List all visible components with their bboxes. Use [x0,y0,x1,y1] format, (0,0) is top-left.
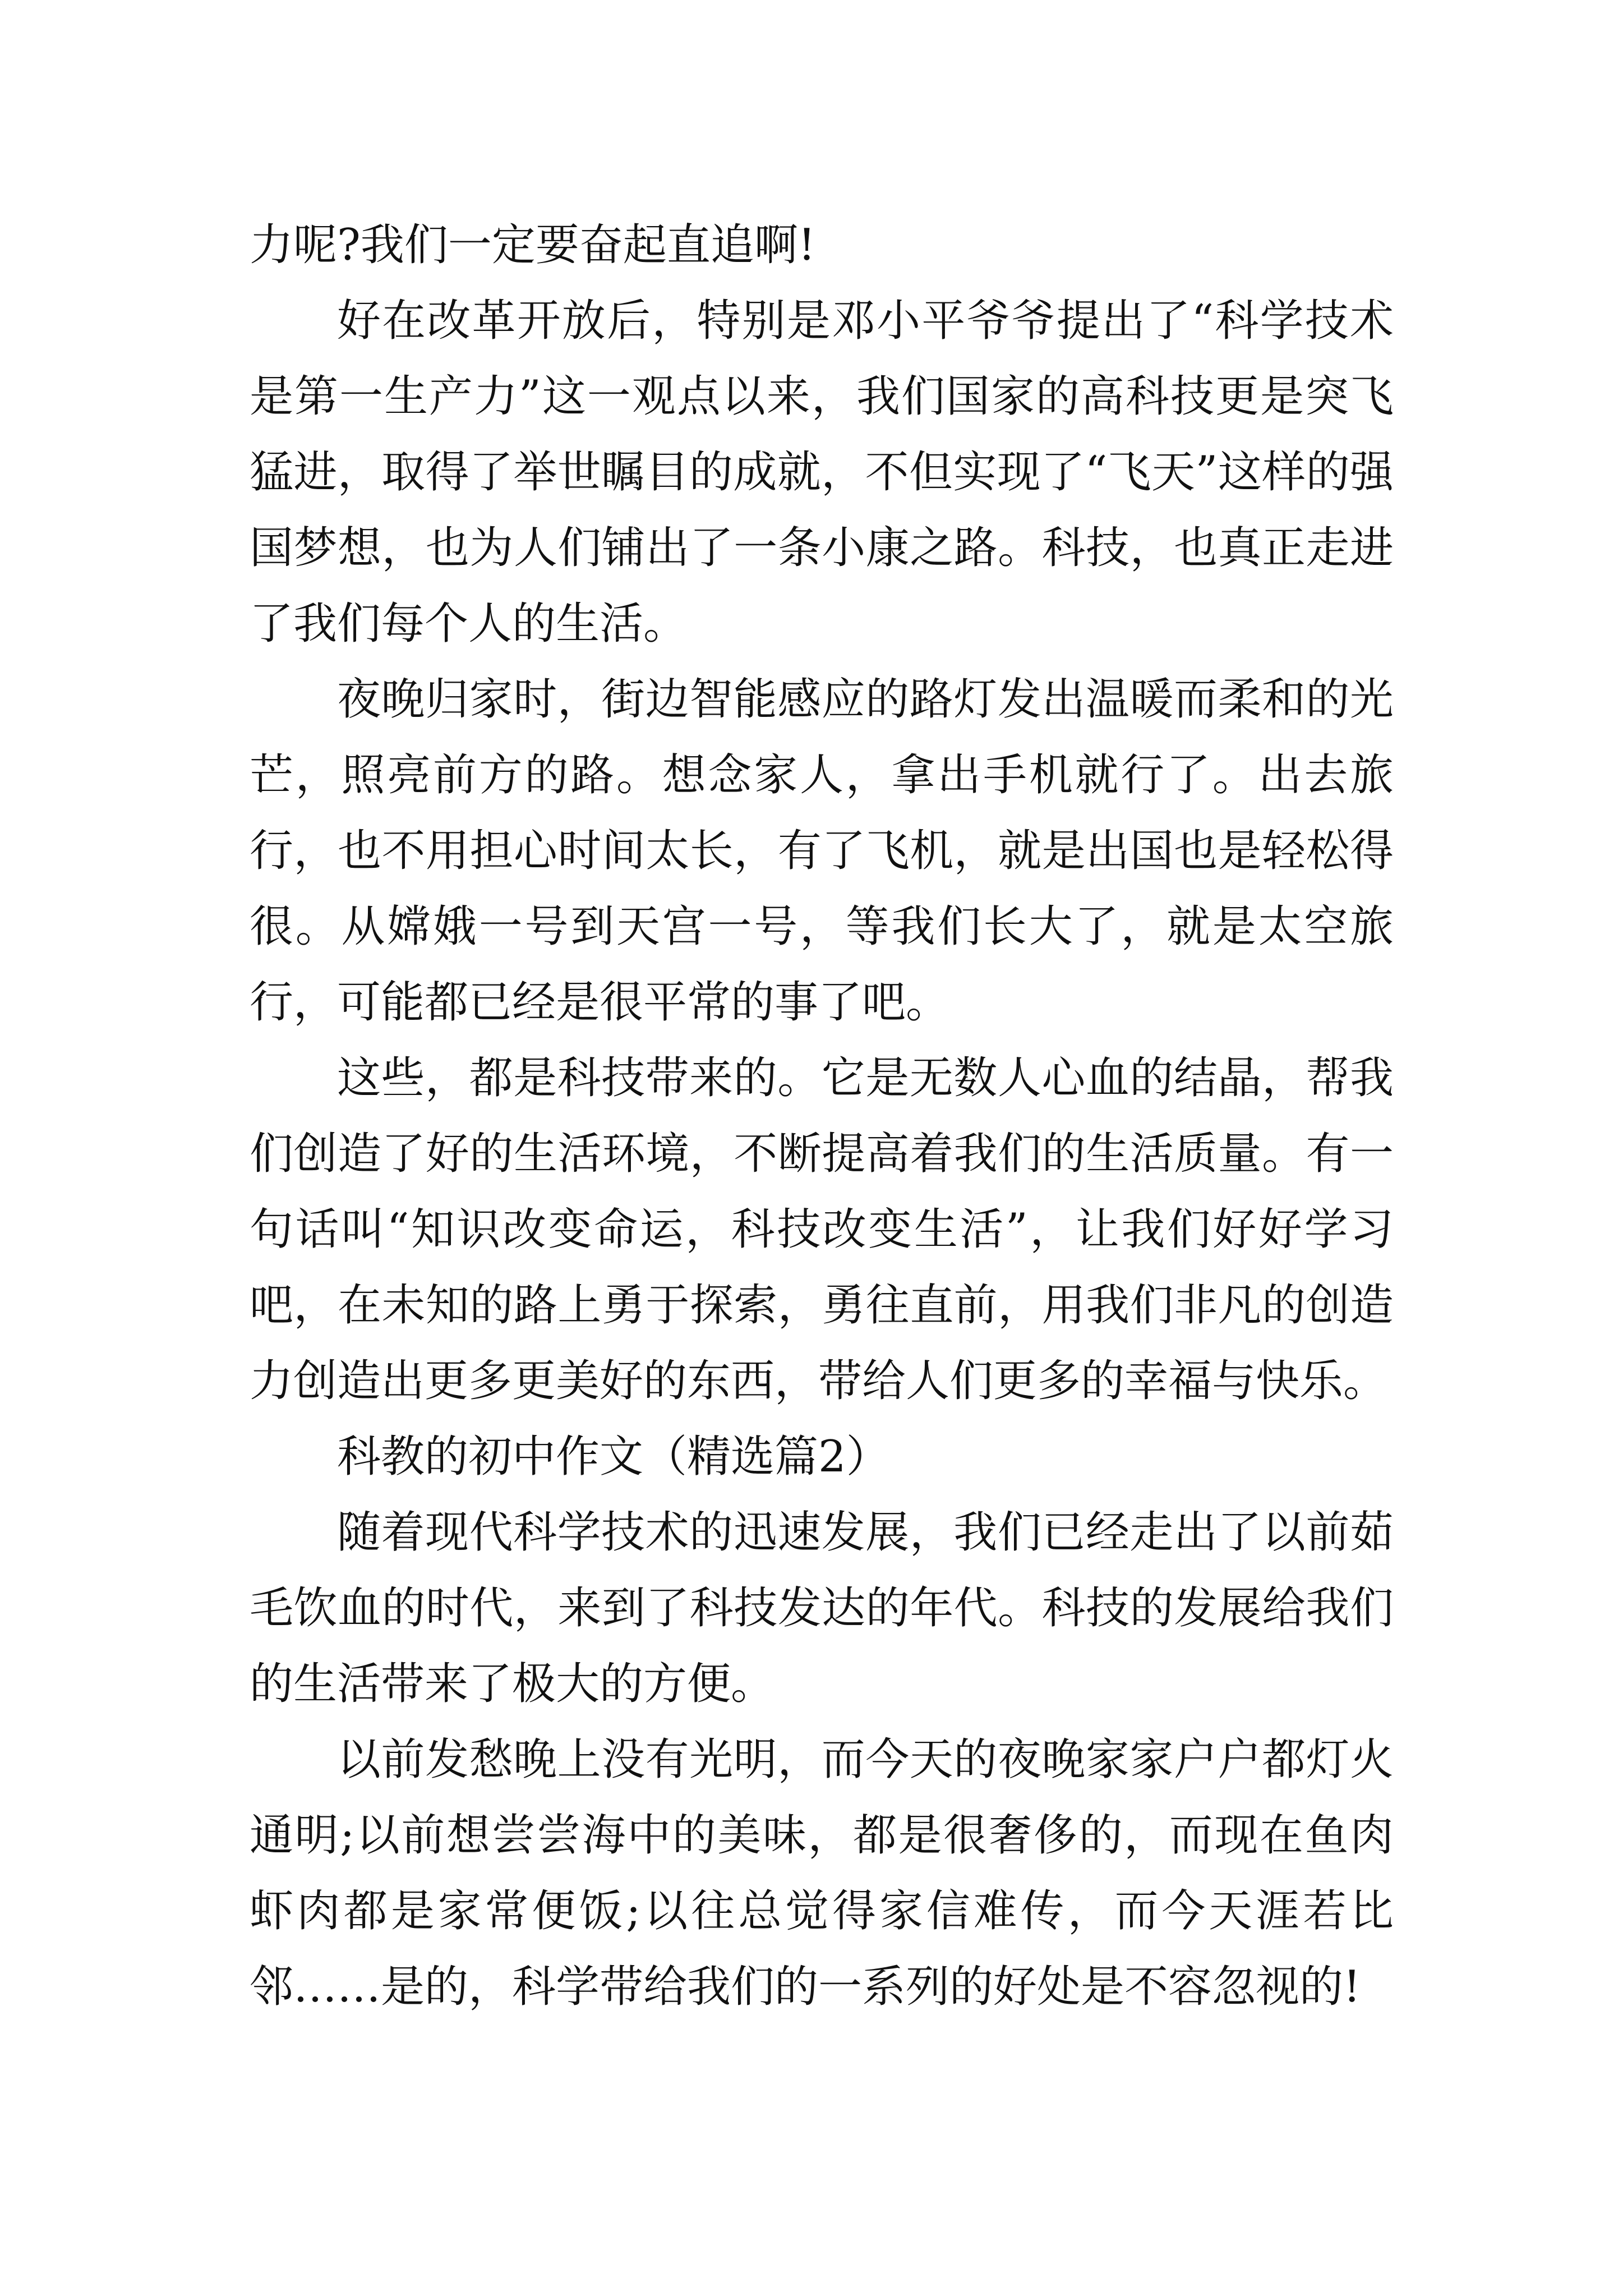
paragraph: 以前发愁晚上没有光明，而今天的夜晚家家户户都灯火通明;以前想尝尝海中的美味，都是很奢侈的，而现在鱼肉虾肉都是家常便饭;以往总觉得家信难传，而今天涯若比邻……是的，科学带给我们的一系列的好处是不容忽视的! [250,1734,1394,2012]
paragraph: 好在改革开放后，特别是邓小平爷爷提出了“科学技术是第一生产力”这一观点以来，我们国家的高科技更是突飞猛进，取得了举世瞩目的成就，不但实现了“飞天”这样的强国梦想，也为人们铺出了一条小康之路。科技，也真正走进了我们每个人的生活。 [250,296,1394,649]
document-body [250,208,1394,2025]
paragraph: 这些，都是科技带来的。它是无数人心血的结晶，帮我们创造了好的生活环境，不断提高着我们的生活质量。有一句话叫“知识改变命运，科技改变生活”，让我们好好学习吧，在未知的路上勇于探索，勇往直前，用我们非凡的创造力创造出更多更美好的东西，带给人们更多的幸福与快乐。 [250,1053,1394,1406]
paragraph: 随着现代科学技术的迅速发展，我们已经走出了以前茹毛饮血的时代，来到了科技发达的年代。科技的发展给我们的生活带来了极大的方便。 [250,1507,1394,1709]
paragraph: 夜晚归家时，街边智能感应的路灯发出温暖而柔和的光芒，照亮前方的路。想念家人，拿出手机就行了。出去旅行，也不用担心时间太长，有了飞机，就是出国也是轻松得很。从嫦娥一号到天宫一号，等我们长大了，就是太空旅行，可能都已经是很平常的事了吧。 [250,674,1394,1028]
section-heading: 科教的初中作文（精选篇2） [337,1432,890,1482]
paragraph-continuation: 力呢?我们一定要奋起直追啊! [250,220,816,270]
